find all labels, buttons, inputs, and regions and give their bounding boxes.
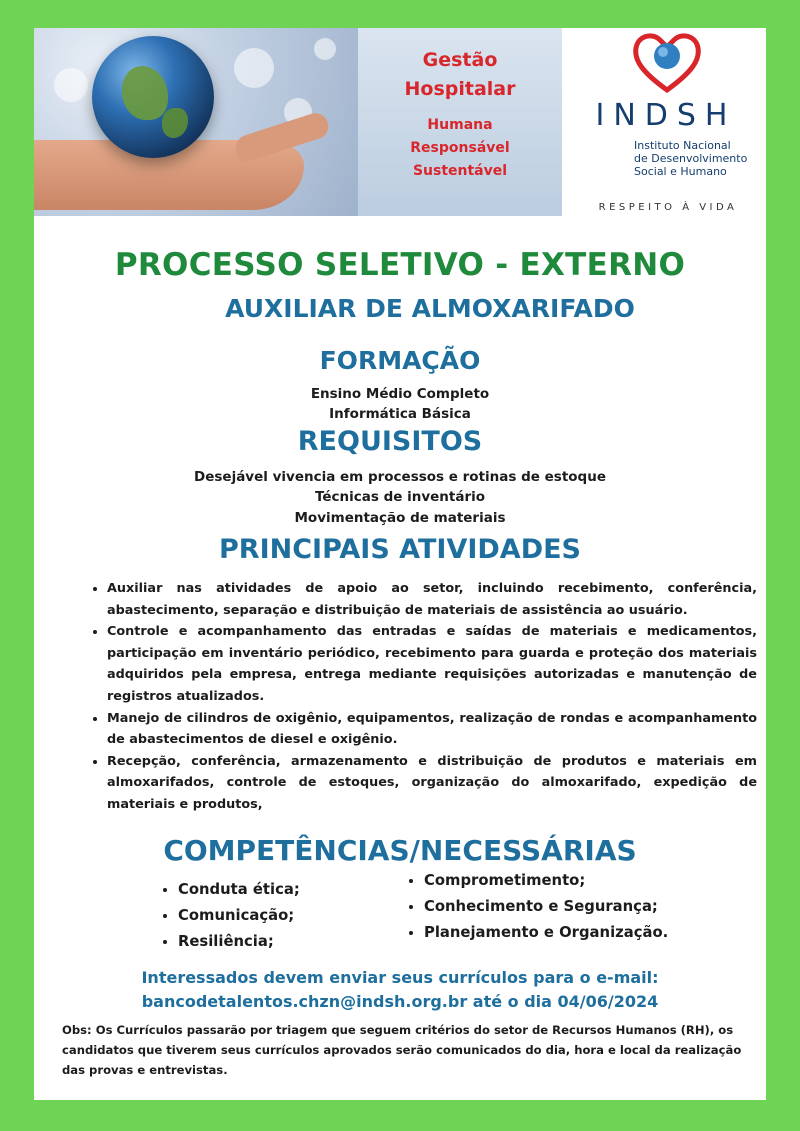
list-item: • Manejo de cilindros de oxigênio, equipamentos, realização de rondas e acompanhamento de abastecimentos de diesel e oxigênio. (107, 708, 757, 751)
slogan-line: Responsável (410, 140, 510, 156)
list-item: • Conhecimento e Segurança; (424, 894, 668, 920)
requisito-item: Movimentação de materiais (294, 510, 506, 526)
page-title: PROCESSO SELETIVO - EXTERNO (114, 247, 686, 283)
globe-in-hand-photo (34, 28, 358, 216)
header-banner (34, 28, 766, 216)
list-item: • Resiliência; (178, 929, 300, 955)
formacao-heading: FORMAÇÃO (319, 346, 481, 375)
indsh-logo (562, 28, 766, 216)
requisito-item: Desejável vivencia em processos e rotinas de estoque (194, 469, 606, 485)
list-item: • Conduta ética; (178, 877, 300, 903)
atividades-list (90, 578, 757, 816)
list-item: • Planejamento e Organização. (424, 920, 668, 946)
job-poster (34, 28, 766, 1100)
globe-icon (92, 36, 214, 158)
list-item: • Comunicação; (178, 903, 300, 929)
competencias-heading: COMPETÊNCIAS/NECESSÁRIAS (163, 834, 637, 867)
logo-tagline: RESPEITO À VIDA (598, 202, 738, 213)
list-item: • Comprometimento; (424, 868, 668, 894)
slogan-line: Gestão (422, 49, 498, 71)
requisito-item: Técnicas de inventário (314, 489, 486, 505)
cta-email[interactable]: bancodetalentos.chzn@indsh.org.br até o dia 04/06/2024 (141, 992, 659, 1011)
slogan-line: Sustentável (412, 163, 508, 179)
logo-wordmark: INDSH (595, 98, 737, 133)
requisitos-heading: REQUISITOS (297, 426, 483, 457)
slogan-line: Hospitalar (404, 78, 516, 100)
list-item: • Recepção, conferência, armazenamento e distribuição de produtos e materiais em almoxarifados, controle de estoques, organização do almoxarifado, expedição de materiais e produtos, (107, 751, 757, 816)
competencias-right-list (406, 868, 668, 946)
slogan-block (358, 28, 562, 216)
heart-globe-icon (632, 32, 702, 94)
slogan-line: Humana (427, 117, 493, 133)
formacao-item: Informática Básica (329, 406, 471, 422)
cta-line: Interessados devem enviar seus currículos para o e-mail: (141, 968, 659, 987)
logo-subtitle: Instituto Nacional de Desenvolvimento Social e Humano (634, 139, 748, 178)
position-title: AUXILIAR DE ALMOXARIFADO (225, 294, 635, 323)
observation-note: Obs: Os Currículos passarão por triagem que seguem critérios do setor de Recursos Humanos (RH), os candidatos que tiverem seus currículos aprovados serão comunicados do dia, hora e local da realização das provas e entrevistas. (62, 1023, 742, 1077)
formacao-item: Ensino Médio Completo (310, 386, 490, 402)
atividades-heading: PRINCIPAIS ATIVIDADES (219, 534, 581, 565)
competencias-left-list (160, 877, 300, 955)
list-item: • Auxiliar nas atividades de apoio ao setor, incluindo recebimento, conferência, abastecimento, separação e distribuição de materiais de assistência ao usuário. (107, 578, 757, 621)
list-item: • Controle e acompanhamento das entradas e saídas de materiais e medicamentos, participação em inventário periódico, recebimento para guarda e proteção dos materiais adquiridos pela empresa, entrega mediante requisições autorizadas e manutenção de registros atualizados. (107, 621, 757, 707)
